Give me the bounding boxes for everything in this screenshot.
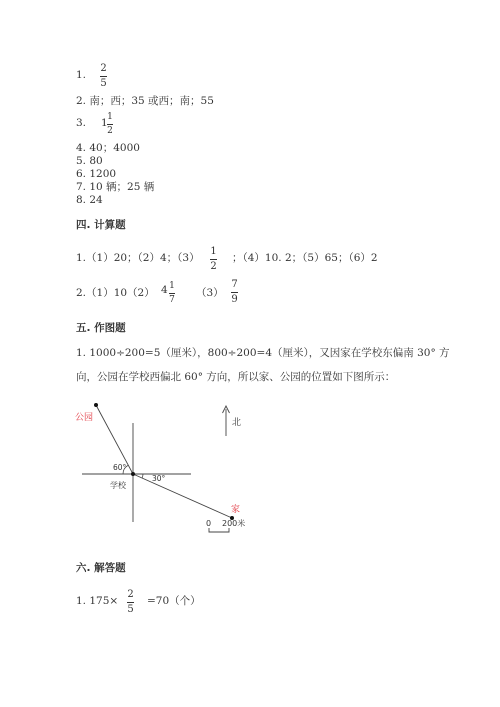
section-5-text-line-1: 1. 1000÷200=5（厘米），800÷200=4（厘米），又因家在学校东偏南 30° 方: [76, 347, 450, 359]
angle-30-label: 30°: [152, 474, 166, 483]
home-label: 家: [231, 505, 241, 515]
school-point: [131, 472, 135, 476]
answer-6: 6. 1200: [76, 168, 117, 180]
scale-zero-label: 0: [206, 519, 212, 528]
answer-5: 5. 80: [76, 155, 103, 167]
section-4-line-1b: ；（4）10. 2；（5）65；（6）2: [232, 252, 378, 264]
park-point: [94, 403, 98, 407]
numerator: 7: [231, 279, 238, 290]
section-4-line-2-whole: 4: [161, 284, 168, 296]
school-label: 学校: [110, 481, 126, 490]
denominator: 5: [127, 603, 134, 615]
answer-3-number: 3.: [76, 117, 87, 129]
section-4-line-1a: 1.（1）20；（2）4；（3）: [76, 252, 200, 264]
scale-bar: [209, 528, 229, 532]
section-6-line-1b: =70（个）: [147, 595, 201, 607]
answer-7: 7. 10 辆；25 辆: [76, 181, 155, 193]
section-4-line-2b: （3）: [196, 287, 224, 299]
answer-2: 2. 南；西；35 或西；南；55: [76, 95, 214, 107]
section-6-title: 六. 解答题: [76, 562, 126, 574]
school-home-line: [133, 474, 232, 518]
numerator: 2: [127, 589, 134, 600]
section-4-line-2a: 2.（1）10（2）: [76, 287, 155, 299]
denominator: 2: [210, 260, 217, 272]
north-label: 北: [232, 418, 242, 428]
answer-3-whole: 1: [101, 117, 108, 129]
numerator: 1: [169, 281, 175, 291]
section-5-title: 五. 作图题: [76, 322, 126, 334]
denominator: 5: [100, 77, 107, 89]
section-4-title: 四. 计算题: [76, 219, 126, 231]
section-6-line-1-fraction: [127, 590, 134, 615]
numerator: 1: [107, 112, 113, 122]
park-label: 公园: [75, 413, 94, 423]
answer-4: 4. 40；4000: [76, 142, 140, 154]
denominator: 7: [169, 294, 175, 305]
scale-distance-label: 200米: [222, 519, 246, 528]
fraction-bar: [127, 602, 134, 603]
numerator: 1: [210, 246, 217, 257]
angle-60-label: 60°: [113, 463, 127, 472]
denominator: 9: [231, 293, 238, 305]
denominator: 2: [107, 125, 113, 136]
section-6-line-1a: 1. 175×: [76, 595, 119, 607]
answer-8: 8. 24: [76, 194, 103, 206]
angle-30-arc: [142, 474, 143, 478]
section-5-text-line-2: 向，公园在学校西偏北 60° 方向，所以家、公园的位置如下图所示：: [76, 371, 396, 383]
answer-1-number: 1.: [76, 69, 87, 81]
numerator: 2: [100, 63, 107, 74]
